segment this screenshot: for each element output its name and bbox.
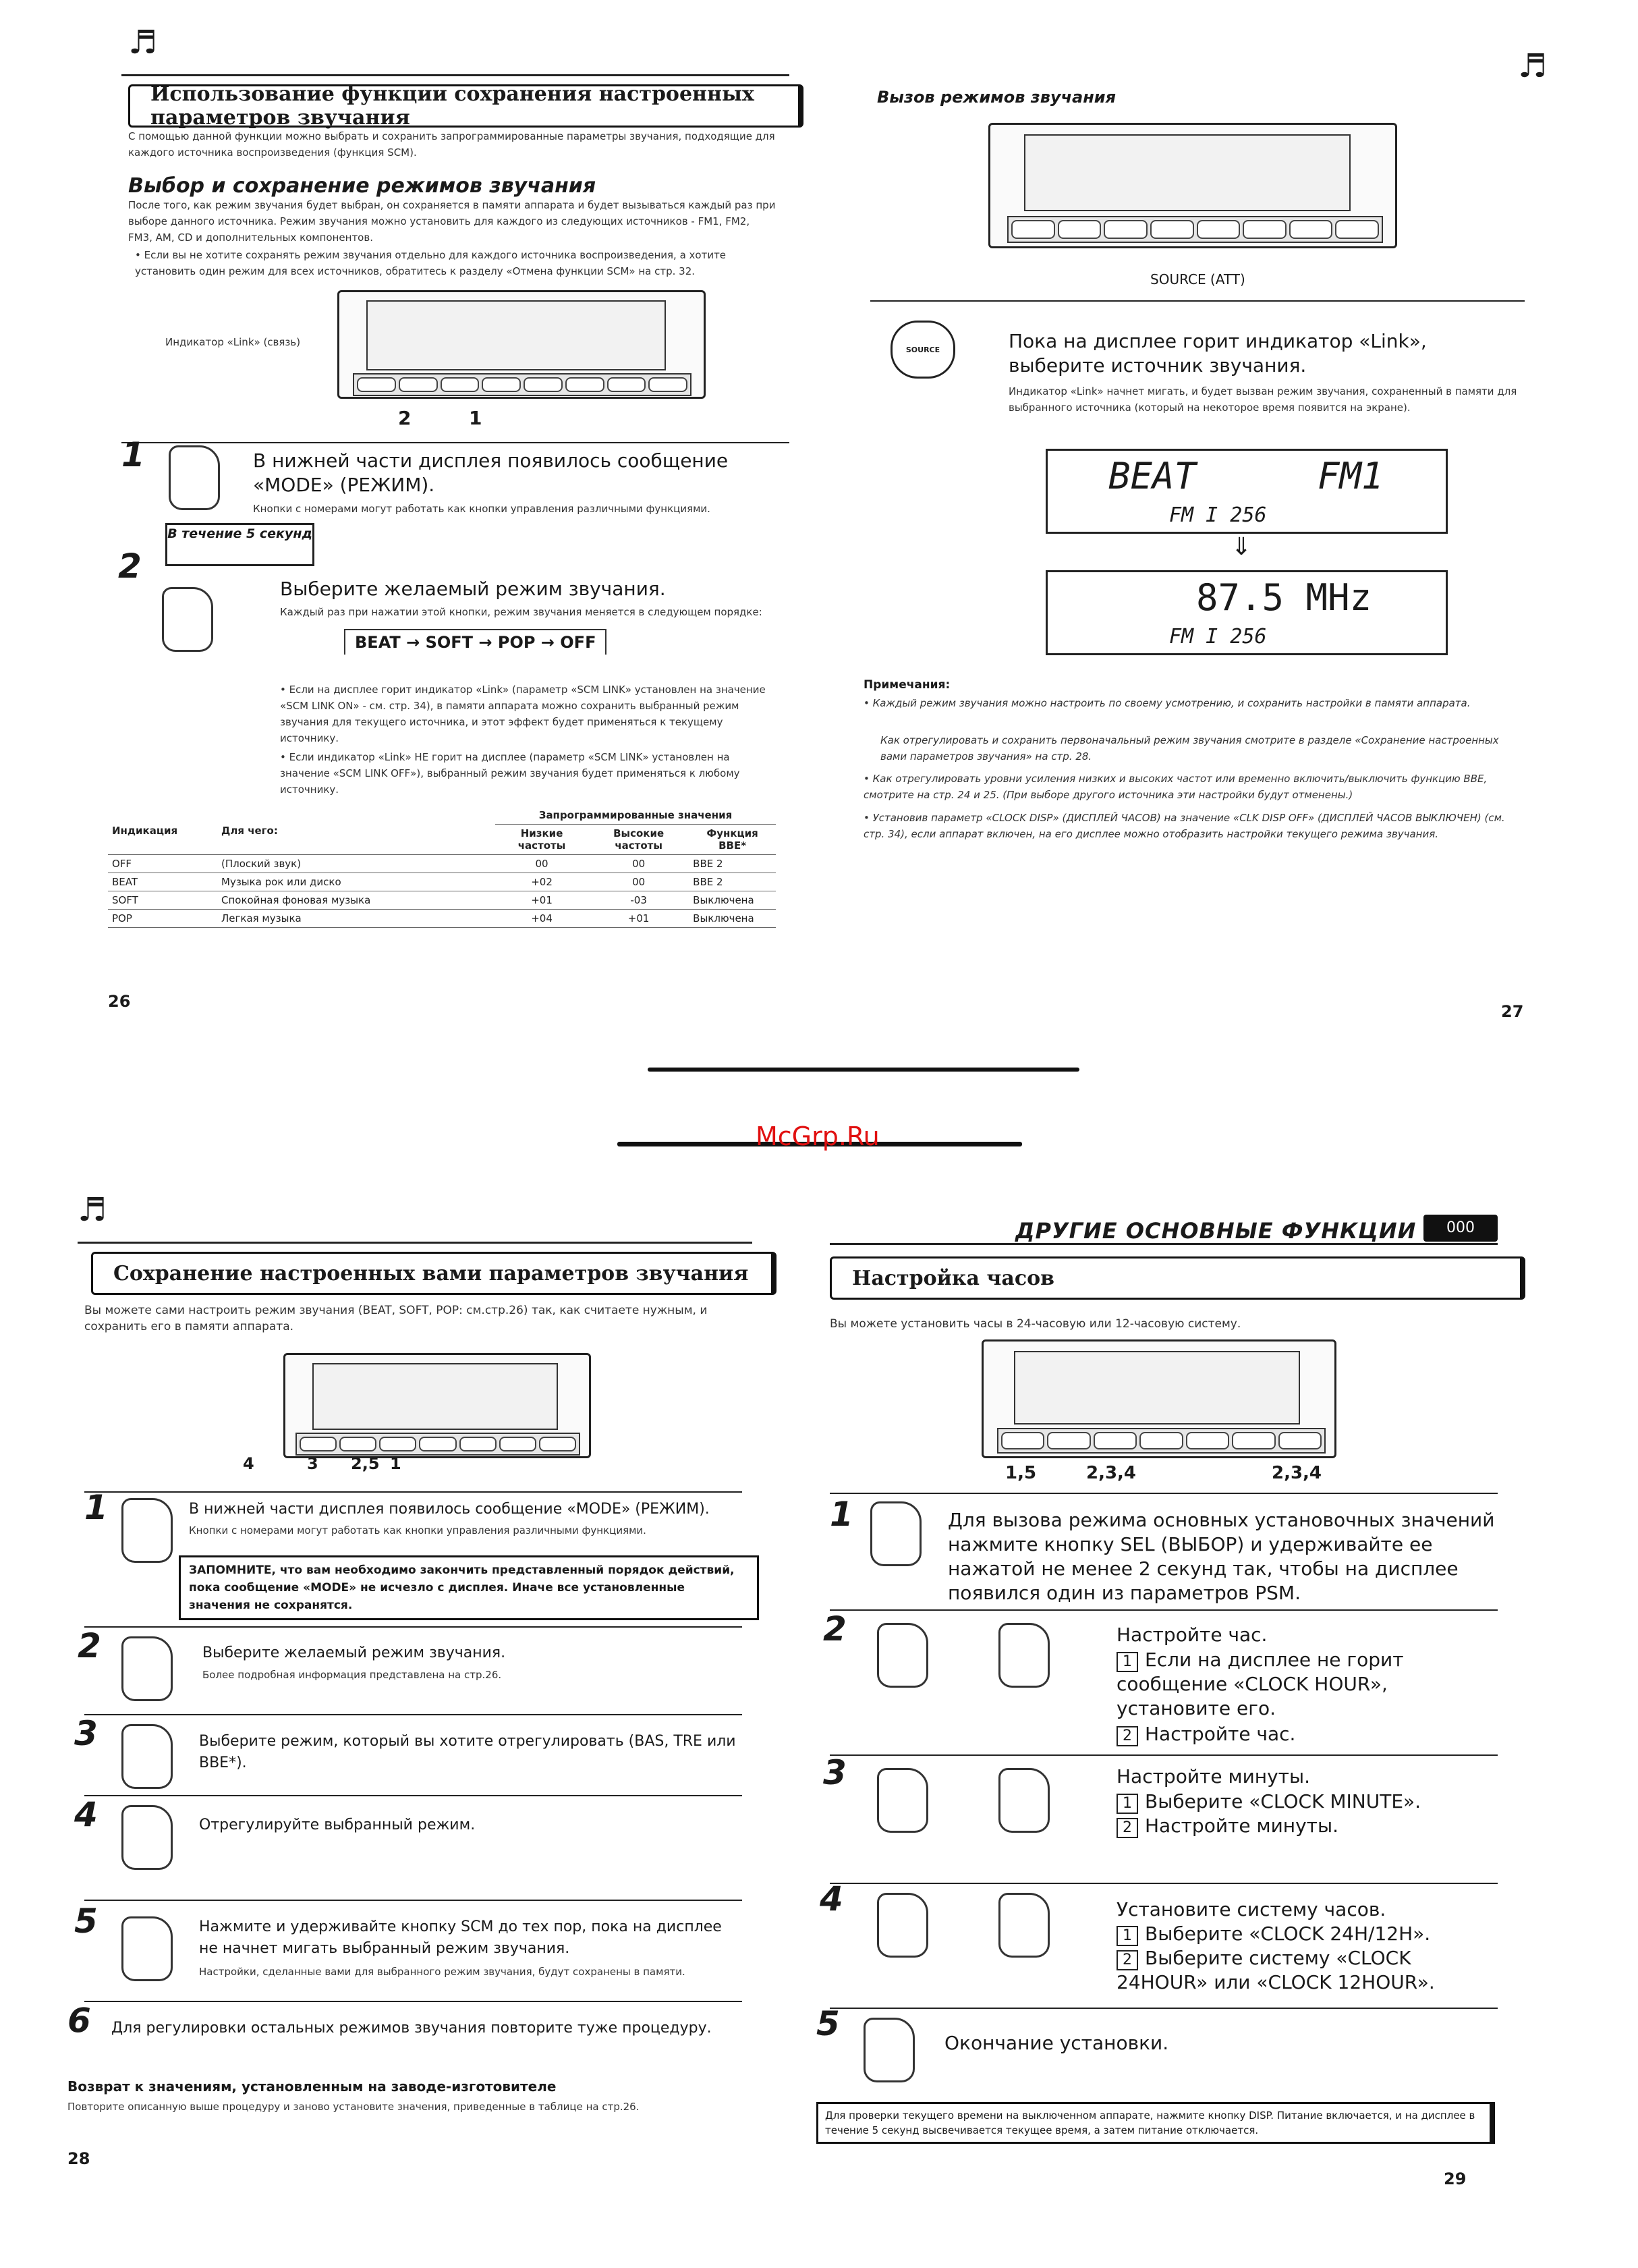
table-header: Функция BBE* [689, 825, 776, 855]
step-main: Отрегулируйте выбранный режим. [199, 1817, 476, 1833]
divider [830, 1883, 1498, 1884]
step-title: Установите систему часов. [1117, 1898, 1386, 1920]
table-cell: Выключена [689, 910, 776, 928]
table-row [108, 910, 776, 928]
table-header: Для чего: [217, 806, 495, 855]
step-main: Пока на дисплее горит индикатор «Link», выберите источник звучания. [1009, 330, 1427, 377]
divider [830, 1493, 1498, 1494]
step-main: Для вызова режима основных установочных значений нажмите кнопку SEL (ВЫБОР) и удерживайте ее нажатой не менее 2 секунд так, чтобы на дисплее появился один из параметров PSM. [948, 1509, 1495, 1604]
intro-text: Вы можете установить часы в 24-часовую или 12-часовую систему. [830, 1317, 1241, 1331]
table-cell: -03 [588, 891, 689, 910]
step-sub: Настройки, сделанные вами для выбранного режим звучания, будут сохранены в памяти. [199, 1966, 685, 1978]
preset-keys [295, 1433, 580, 1456]
section-title: Вызов режимов звучания [877, 88, 1117, 107]
callout-1: 1 [469, 407, 482, 429]
divider [84, 1795, 742, 1796]
divider [830, 2008, 1498, 2009]
return-heading: Возврат к значениям, установленным на заводе-изготовителе [67, 2078, 557, 2095]
hand-press-icon [877, 1893, 928, 1958]
car-stereo-panel [283, 1353, 591, 1458]
substep [1117, 1814, 1494, 1838]
step-main: Выберите режим, который вы хотите отрегулировать (BAS, TRE или BBE*). [199, 1733, 736, 1771]
intro-text: С помощью данной функции можно выбрать и сохранить запрограммированные параметры звучания, подходящие для каждого источника воспроизведения (функция SCM). [128, 130, 775, 159]
substep-marker: 2 [1117, 1726, 1138, 1746]
step-main: В нижней части дисплея появилось сообщение «MODE» (РЕЖИМ). [189, 1501, 710, 1518]
step-sub: Кнопки с номерами могут работать как кнопки управления различными функциями. [189, 1524, 646, 1537]
callout-1: 1 [390, 1454, 401, 1473]
display-screen [1014, 1351, 1300, 1425]
table-cell: OFF [108, 855, 217, 873]
divider [84, 1900, 742, 1901]
table-cell: BBE 2 [689, 873, 776, 891]
section-title: Использование функции сохранения настроенных параметров звучания [128, 84, 803, 128]
substep-text: Настройте минуты. [1145, 1815, 1338, 1837]
page-number: 26 [108, 992, 131, 1011]
table-cell: Музыка рок или диско [217, 873, 495, 891]
notes-title: Примечания: [864, 678, 951, 692]
lcd-display-mode [1046, 449, 1448, 534]
table-header: Запрограммированные значения [495, 806, 776, 825]
preset-keys [353, 373, 691, 396]
music-note-icon: ♬ [78, 1191, 107, 1229]
substep-marker: 1 [1117, 1652, 1138, 1672]
timing-banner: В течение 5 секунд [165, 523, 314, 566]
table-cell: +02 [495, 873, 588, 891]
table-cell: BEAT [108, 873, 217, 891]
hand-press-icon [877, 1768, 928, 1833]
divider [830, 1754, 1498, 1756]
paragraph: После того, как режим звучания будет выбран, он сохраняется в памяти аппарата и будет вызываться каждый раз при выборе данного источника. Режим звучания можно установить для каждого из следующих источников - FM1, FM2, FM3, AM, CD и дополнительных компонентов. [128, 199, 776, 244]
return-text: Повторите описанную выше процедуру и заново установите значения, приведенные в таблице на стр.26. [67, 2101, 640, 2113]
step-sub: Индикатор «Link» начнет мигать, и будет вызван режим звучания, сохраненный в памяти для выбранного источника (который на некоторое время появится на экране). [1009, 385, 1517, 414]
step-number: 2 [78, 1626, 101, 1665]
step-main: В нижней части дисплея появилось сообщение «MODE» (РЕЖИМ). [253, 449, 729, 496]
source-button-label: SOURCE (ATT) [1150, 271, 1245, 287]
preset-keys [1007, 216, 1383, 243]
divider [870, 300, 1525, 302]
callout-4: 4 [243, 1454, 254, 1473]
substep-text: Выберите систему «CLOCK 24HOUR» или «CLOCK 12HOUR». [1117, 1947, 1435, 1993]
hand-press-icon [998, 1623, 1050, 1688]
table-header: Индикация [108, 806, 217, 855]
substep-marker: 1 [1117, 1794, 1138, 1814]
table-cell: +01 [588, 910, 689, 928]
substep-text: Выберите «CLOCK MINUTE». [1145, 1790, 1421, 1813]
hand-press-icon [998, 1768, 1050, 1833]
subheading: Выбор и сохранение режимов звучания [128, 174, 596, 198]
callout-2-5: 2,5 [351, 1454, 380, 1473]
callout-2-3-4: 2,3,4 [1086, 1463, 1137, 1483]
substep-marker: 2 [1117, 1818, 1138, 1838]
callout-3: 3 [307, 1454, 318, 1473]
step-main: Окончание установки. [944, 2032, 1169, 2054]
step-number: 1 [84, 1488, 108, 1527]
note-text: • Установив параметр «CLOCK DISP» (ДИСПЛЕЙ ЧАСОВ) на значение «CLK DISP OFF» (ДИСПЛЕЙ ЧАСОВ ВЫКЛЮЧЕН) (см. стр. 34), если аппарат включен, на его дисплее можно отобразить настройки текущего режима звучания. [864, 812, 1505, 840]
car-stereo-panel [982, 1339, 1336, 1458]
hand-press-icon [162, 587, 213, 652]
callout-2-3-4: 2,3,4 [1272, 1463, 1322, 1483]
divider [78, 1242, 752, 1244]
step-main: Выберите желаемый режим звучания. [202, 1644, 506, 1661]
step-number: 6 [67, 2001, 91, 2040]
lcd-bottom-text: FM I 256 [1169, 625, 1267, 648]
hand-press-icon [121, 1916, 173, 1981]
note-text: • Каждый режим звучания можно настроить по своему усмотрению, и сохранить настройки в памяти аппарата. [864, 697, 1471, 709]
step-number: 3 [74, 1714, 98, 1753]
section-title: Сохранение настроенных вами параметров звучания [91, 1252, 776, 1295]
lcd-bottom-text: FM I 256 [1169, 503, 1267, 527]
table-row [108, 855, 776, 873]
step-sub: Более подробная информация представлена на стр.26. [202, 1669, 502, 1681]
step-sub: Кнопки с номерами могут работать как кнопки управления различными функциями. [253, 503, 710, 515]
bullet-text: • Если вы не хотите сохранять режим звучания отдельно для каждого источника воспроизведения, а хотите установить один режим для всех источников, обратитесь к разделу «Отмена функции SCM» на стр. 32. [135, 249, 727, 277]
substep-marker: 1 [1117, 1926, 1138, 1946]
lcd-source-text: FM1 [1318, 455, 1384, 497]
table-cell: Спокойная фоновая музыка [217, 891, 495, 910]
substep [1117, 1722, 1494, 1746]
preset-keys [997, 1428, 1326, 1454]
divider [121, 442, 789, 443]
bullet-text: • Если индикатор «Link» НЕ горит на дисплее (параметр «SCM LINK» установлен на значение «SCM LINK OFF»), выбранный режим звучания будет применяться к любому источнику. [280, 751, 740, 796]
hand-press-icon [169, 445, 220, 510]
divider [84, 1714, 742, 1715]
hand-press-icon [877, 1623, 928, 1688]
hand-press-icon [121, 1724, 173, 1789]
chapter-icon: 000 [1423, 1215, 1498, 1242]
link-indicator-label: Индикатор «Link» (связь) [165, 336, 301, 348]
substep [1117, 1922, 1494, 1946]
substep [1117, 1946, 1467, 1995]
divider [84, 1626, 742, 1628]
remember-box: ЗАПОМНИТЕ, что вам необходимо закончить представленный порядок действий, пока сообщение «MODE» не исчезло с дисплея. Иначе все установленные значения не сохранятся. [179, 1555, 759, 1620]
display-screen [312, 1363, 558, 1430]
music-note-icon: ♬ [128, 24, 158, 61]
step-number: 2 [118, 547, 142, 586]
table-row [108, 873, 776, 891]
page-number: 29 [1444, 2169, 1467, 2188]
substep-text: Настройте час. [1145, 1723, 1296, 1745]
divider [830, 1609, 1498, 1611]
step-sub: Каждый раз при нажатии этой кнопки, режим звучания меняется в следующем порядке: [280, 606, 762, 618]
bullet-text: • Если на дисплее горит индикатор «Link» (параметр «SCM LINK» установлен на значение «SCM LINK ON» - см. стр. 34), в памяти аппарата можно сохранить выбранный режим звучания для текущего источника, и этот эффект будет применяться к текущему источнику. [280, 684, 766, 744]
scan-edge-line [648, 1068, 1079, 1072]
watermark: McGrp.Ru [756, 1122, 880, 1151]
table-row [108, 891, 776, 910]
hand-press-icon [121, 1805, 173, 1870]
step-number: 4 [74, 1795, 98, 1834]
table-header: Низкие частоты [495, 825, 588, 855]
callout-2: 2 [398, 407, 412, 429]
step-number: 5 [74, 1902, 98, 1941]
car-stereo-panel [988, 123, 1397, 248]
section-title: Настройка часов [830, 1256, 1525, 1300]
hand-press-icon [998, 1893, 1050, 1958]
table-cell: BBE 2 [689, 855, 776, 873]
step-main: Выберите желаемый режим звучания. [280, 578, 666, 600]
callout-1-5: 1,5 [1005, 1463, 1037, 1483]
hand-press-icon [870, 1501, 922, 1566]
table-cell: Выключена [689, 891, 776, 910]
substep [1117, 1648, 1494, 1721]
note-text: • Как отрегулировать уровни усиления низких и высоких частот или временно включить/выключить функцию BBE, смотрите на стр. 24 и 25. (При выборе другого источника эти настройки будут отменены.) [864, 773, 1488, 801]
lcd-display-frequency [1046, 570, 1448, 655]
hand-press-icon [864, 2018, 915, 2082]
step-main: Нажмите и удерживайте кнопку SCM до тех пор, пока на дисплее не начнет мигать выбранный режим звучания. [199, 1918, 722, 1957]
table-cell: POP [108, 910, 217, 928]
table-cell: SOFT [108, 891, 217, 910]
hand-press-icon [121, 1498, 173, 1563]
step-title: Настройте минуты. [1117, 1765, 1310, 1788]
page-number: 28 [67, 2149, 90, 2168]
divider [121, 74, 789, 76]
presets-table [108, 806, 776, 928]
divider [84, 1491, 742, 1493]
intro-text: Вы можете сами настроить режим звучания (BEAT, SOFT, POP: см.стр.26) так, как считаете нужным, и сохранить его в памяти аппарата. [84, 1304, 708, 1333]
substep-marker: 2 [1117, 1950, 1138, 1970]
chapter-header: ДРУГИЕ ОСНОВНЫЕ ФУНКЦИИ [1015, 1218, 1417, 1244]
lcd-frequency-text: 87.5 MHz [1196, 576, 1372, 619]
page-number: 27 [1501, 1002, 1524, 1021]
table-cell: 00 [588, 873, 689, 891]
note-text: Как отрегулировать и сохранить первоначальный режим звучания смотрите в разделе «Сохранение настроенных вами параметров звучания» на стр. 28. [880, 734, 1499, 763]
hand-press-icon [121, 1636, 173, 1701]
lcd-mode-text: BEAT [1108, 455, 1197, 497]
display-screen [1024, 134, 1351, 211]
table-cell: +01 [495, 891, 588, 910]
music-note-icon: ♬ [1518, 47, 1548, 85]
table-cell: (Плоский звук) [217, 855, 495, 873]
step-number: 1 [121, 435, 145, 474]
arrow-down-icon: ⇓ [1231, 533, 1252, 561]
display-screen [366, 300, 666, 370]
car-stereo-panel [337, 290, 706, 399]
table-cell: Легкая музыка [217, 910, 495, 928]
source-button-icon: SOURCE [891, 321, 955, 379]
note-box: Для проверки текущего времени на выключенном аппарате, нажмите кнопку DISP. Питание включается, и на дисплее в течение 5 секунд высвечивается текущее время, а затем питание отключается. [816, 2102, 1495, 2144]
table-header: Высокие частоты [588, 825, 689, 855]
step-title: Настройте час. [1117, 1624, 1268, 1646]
substep-text: Выберите «CLOCK 24H/12H». [1145, 1923, 1431, 1945]
substep-text: Если на дисплее не горит сообщение «CLOCK HOUR», установите его. [1117, 1649, 1404, 1719]
table-cell: 00 [495, 855, 588, 873]
mode-cycle: BEAT → SOFT → POP → OFF [344, 629, 606, 655]
table-cell: +04 [495, 910, 588, 928]
substep [1117, 1790, 1494, 1814]
step-main: Для регулировки остальных режимов звучания повторите туже процедуру. [111, 2020, 712, 2037]
table-cell: 00 [588, 855, 689, 873]
divider [84, 2001, 742, 2002]
